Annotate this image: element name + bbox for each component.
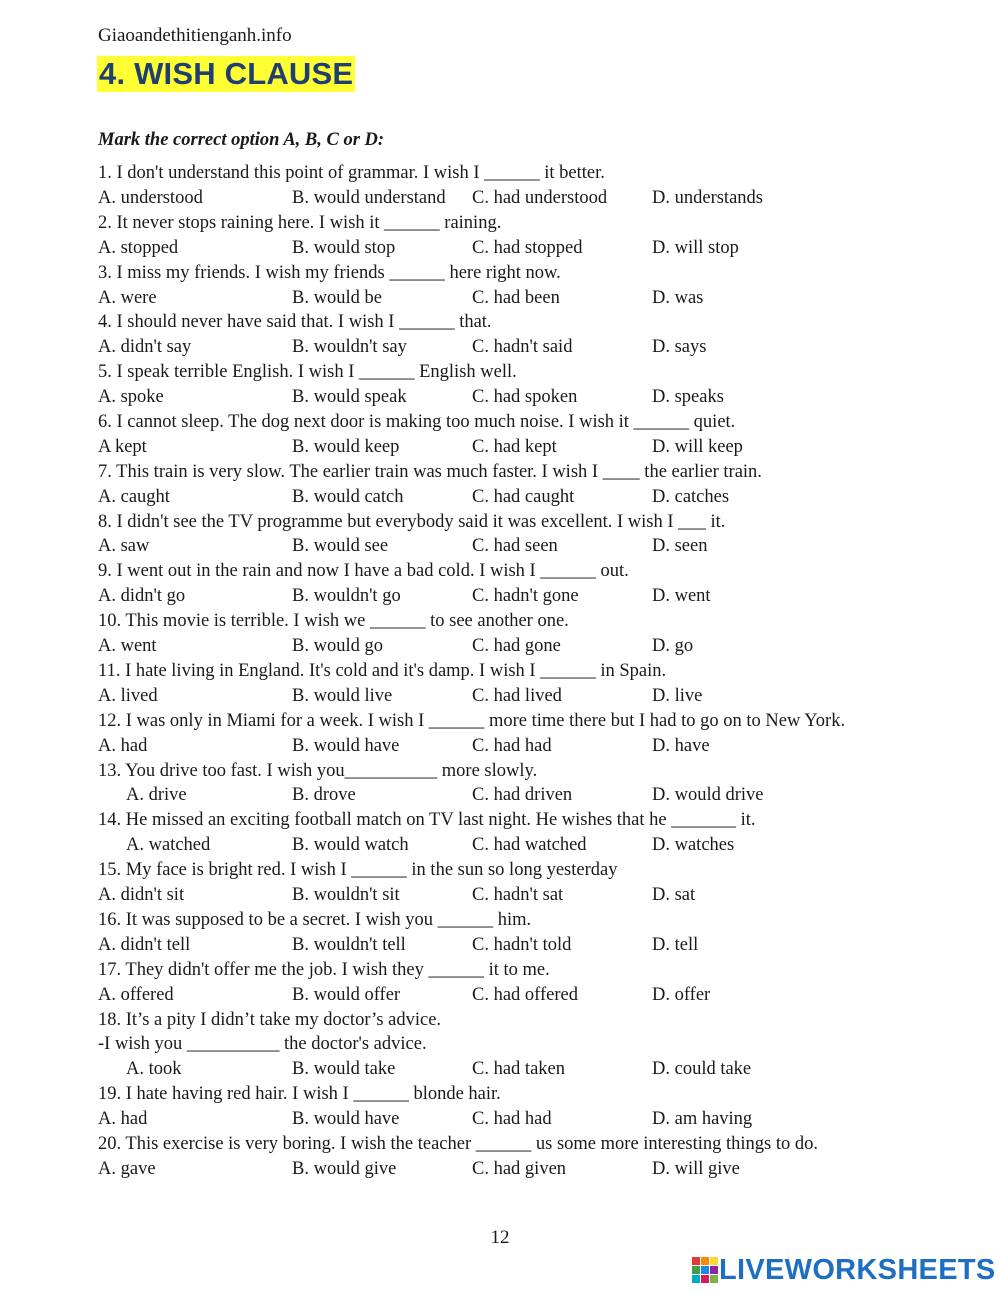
option-b[interactable]: B. would have: [292, 735, 400, 756]
answer-options: [98, 833, 898, 858]
option-c[interactable]: C. had been: [472, 287, 560, 308]
option-d[interactable]: D. would drive: [652, 785, 764, 806]
option-b[interactable]: B. would see: [292, 536, 389, 557]
option-b[interactable]: B. wouldn't sit: [292, 885, 400, 906]
question-text: 7. This train is very slow. The earlier train was much faster. I wish I ____ the earlier train.: [98, 461, 762, 482]
answer-options: [98, 236, 898, 261]
question-text: 17. They didn't offer me the job. I wish they ______ it to me.: [98, 959, 550, 980]
option-b[interactable]: B. would live: [292, 685, 393, 706]
option-b[interactable]: B. would speak: [292, 387, 407, 408]
option-b[interactable]: B. would stop: [292, 237, 396, 258]
question-3: [98, 261, 898, 311]
answer-options: [98, 933, 898, 958]
option-a[interactable]: A kept: [98, 436, 147, 457]
question-text: 11. I hate living in England. It's cold and it's damp. I wish I ______ in Spain.: [98, 660, 667, 681]
question-list: [98, 161, 898, 1182]
option-a[interactable]: A. didn't tell: [98, 934, 191, 955]
option-a[interactable]: A. offered: [98, 984, 174, 1005]
answer-options: [98, 634, 898, 659]
option-a[interactable]: A. drive: [126, 785, 187, 806]
option-c[interactable]: C. had understood: [472, 187, 608, 208]
question-19: [98, 1082, 898, 1132]
answer-options: [98, 534, 898, 559]
question-12: [98, 709, 898, 759]
answer-options: [98, 584, 898, 609]
question-4: [98, 310, 898, 360]
option-c[interactable]: C. had had: [472, 735, 552, 756]
answer-options: [98, 783, 898, 808]
option-d[interactable]: D. understands: [652, 187, 763, 208]
option-a[interactable]: A. didn't go: [98, 586, 186, 607]
option-a[interactable]: A. didn't sit: [98, 885, 185, 906]
option-d[interactable]: D. am having: [652, 1109, 753, 1130]
option-b[interactable]: B. would watch: [292, 835, 409, 856]
option-b[interactable]: B. would take: [292, 1059, 396, 1080]
question-text: 3. I miss my friends. I wish my friends ______ here right now.: [98, 262, 561, 283]
option-b[interactable]: B. would understand: [292, 187, 446, 208]
question-text: 16. It was supposed to be a secret. I wish you ______ him.: [98, 909, 532, 930]
answer-options: [98, 186, 898, 211]
option-d[interactable]: D. will keep: [652, 436, 743, 457]
question-10: [98, 609, 898, 659]
logo-square: [710, 1266, 718, 1274]
option-a[interactable]: A. lived: [98, 685, 158, 706]
logo-square: [692, 1275, 700, 1283]
page-title: 4. WISH CLAUSE: [99, 56, 354, 91]
answer-options: [98, 485, 898, 510]
option-d[interactable]: D. catches: [652, 486, 730, 507]
option-d[interactable]: D. will stop: [652, 237, 739, 258]
logo-square: [710, 1275, 718, 1283]
option-d[interactable]: D. says: [652, 337, 707, 358]
option-c[interactable]: C. hadn't said: [472, 337, 573, 358]
option-a[interactable]: A. had: [98, 735, 148, 756]
option-a[interactable]: A. saw: [98, 536, 150, 557]
logo-square: [701, 1257, 709, 1265]
option-b[interactable]: B. would catch: [292, 486, 404, 507]
option-c[interactable]: C. had given: [472, 1158, 567, 1179]
option-c[interactable]: C. had offered: [472, 984, 578, 1005]
question-17: [98, 958, 898, 1008]
question-text: 6. I cannot sleep. The dog next door is making too much noise. I wish it ______ quiet.: [98, 411, 736, 432]
option-a[interactable]: A. stopped: [98, 237, 179, 258]
option-a[interactable]: A. gave: [98, 1158, 156, 1179]
option-b[interactable]: B. would keep: [292, 436, 400, 457]
question-8: [98, 510, 898, 560]
option-d[interactable]: D. could take: [652, 1059, 752, 1080]
option-c[interactable]: C. had had: [472, 1109, 552, 1130]
site-name: Giaoandethitienganh.info: [98, 25, 292, 46]
option-c[interactable]: C. hadn't sat: [472, 885, 564, 906]
option-c[interactable]: C. had kept: [472, 436, 557, 457]
instruction: Mark the correct option A, B, C or D:: [98, 130, 385, 150]
question-1: [98, 161, 898, 211]
option-c[interactable]: C. had stopped: [472, 237, 583, 258]
option-a[interactable]: A. went: [98, 636, 157, 657]
option-c[interactable]: C. had taken: [472, 1059, 565, 1080]
option-c[interactable]: C. had driven: [472, 785, 573, 806]
option-a[interactable]: A. watched: [126, 835, 211, 856]
answer-options: [98, 1107, 898, 1132]
option-d[interactable]: D. go: [652, 636, 694, 657]
option-d[interactable]: D. offer: [652, 984, 711, 1005]
question-text: 10. This movie is terrible. I wish we ______ to see another one.: [98, 611, 569, 632]
option-a[interactable]: A. spoke: [98, 387, 164, 408]
answer-options: [98, 734, 898, 759]
option-b[interactable]: B. would give: [292, 1158, 397, 1179]
logo-text: LIVEWORKSHEETS: [719, 1254, 996, 1286]
option-c[interactable]: C. had lived: [472, 685, 562, 706]
question-7: [98, 460, 898, 510]
option-b[interactable]: B. would offer: [292, 984, 401, 1005]
question-11: [98, 659, 898, 709]
answer-options: [98, 385, 898, 410]
option-c[interactable]: C. had gone: [472, 636, 561, 657]
question-text: 4. I should never have said that. I wish I ______ that.: [98, 312, 492, 333]
question-20: [98, 1132, 898, 1182]
question-2: [98, 211, 898, 261]
option-b[interactable]: B. would be: [292, 287, 382, 308]
option-a[interactable]: A. had: [98, 1109, 148, 1130]
option-b[interactable]: B. wouldn't say: [292, 337, 407, 358]
option-d[interactable]: D. have: [652, 735, 710, 756]
answer-options: [98, 883, 898, 908]
option-d[interactable]: D. will give: [652, 1158, 740, 1179]
question-6: [98, 410, 898, 460]
option-c[interactable]: C. had watched: [472, 835, 587, 856]
option-d[interactable]: D. tell: [652, 934, 699, 955]
option-d[interactable]: D. sat: [652, 885, 696, 906]
liveworksheets-logo[interactable]: [692, 1255, 996, 1285]
question-text: 8. I didn't see the TV programme but everybody said it was excellent. I wish I ___ it.: [98, 511, 726, 532]
answer-options: [98, 684, 898, 709]
option-a[interactable]: A. didn't say: [98, 337, 192, 358]
option-b[interactable]: B. wouldn't go: [292, 586, 401, 607]
answer-options: [98, 1157, 898, 1182]
option-a[interactable]: A. were: [98, 287, 157, 308]
logo-square: [692, 1266, 700, 1274]
option-a[interactable]: A. caught: [98, 486, 170, 507]
page-number: 12: [490, 1227, 510, 1248]
option-b[interactable]: B. wouldn't tell: [292, 934, 406, 955]
question-text: 15. My face is bright red. I wish I ______ in the sun so long yesterday: [98, 860, 618, 881]
question-text: 18. It’s a pity I didn’t take my doctor’s advice.: [98, 1009, 442, 1030]
logo-square: [701, 1275, 709, 1283]
option-b[interactable]: B. would go: [292, 636, 383, 657]
answer-options: [98, 335, 898, 360]
question-text: 14. He missed an exciting football match on TV last night. He wishes that he _______ it.: [98, 810, 756, 831]
option-a[interactable]: A. understood: [98, 187, 203, 208]
question-text: 1. I don't understand this point of grammar. I wish I ______ it better.: [98, 163, 605, 183]
option-c[interactable]: C. had caught: [472, 486, 575, 507]
answer-options: [98, 983, 898, 1008]
logo-square: [701, 1266, 709, 1274]
option-a[interactable]: A. took: [126, 1059, 182, 1080]
question-text-continued: -I wish you __________ the doctor's advice.: [98, 1034, 427, 1055]
option-c[interactable]: C. had seen: [472, 536, 558, 557]
option-d[interactable]: D. seen: [652, 536, 708, 557]
answer-options: [98, 1057, 898, 1082]
answer-options: [98, 435, 898, 460]
option-b[interactable]: B. drove: [292, 785, 356, 806]
question-text: 12. I was only in Miami for a week. I wish I ______ more time there but I had to go on to New York.: [98, 710, 846, 731]
question-text: 9. I went out in the rain and now I have a bad cold. I wish I ______ out.: [98, 561, 629, 582]
question-18: [98, 1008, 898, 1083]
question-text: 20. This exercise is very boring. I wish the teacher ______ us some more interesting things to do.: [98, 1134, 818, 1155]
option-d[interactable]: D. was: [652, 287, 704, 308]
option-d[interactable]: D. watches: [652, 835, 735, 856]
logo-square: [710, 1257, 718, 1265]
logo-mark-icon: [692, 1257, 716, 1283]
option-d[interactable]: D. went: [652, 586, 711, 607]
option-d[interactable]: D. speaks: [652, 387, 724, 408]
option-c[interactable]: C. had spoken: [472, 387, 578, 408]
logo-square: [692, 1257, 700, 1265]
option-b[interactable]: B. would have: [292, 1109, 400, 1130]
option-d[interactable]: D. live: [652, 685, 703, 706]
option-c[interactable]: C. hadn't gone: [472, 586, 579, 607]
question-15: [98, 858, 898, 908]
question-text: 2. It never stops raining here. I wish it ______ raining.: [98, 212, 502, 233]
answer-options: [98, 286, 898, 311]
question-text: 13. You drive too fast. I wish you__________ more slowly.: [98, 760, 538, 781]
question-14: [98, 808, 898, 858]
question-9: [98, 559, 898, 609]
question-5: [98, 360, 898, 410]
question-13: [98, 759, 898, 809]
question-16: [98, 908, 898, 958]
question-text: 5. I speak terrible English. I wish I ______ English well.: [98, 362, 517, 383]
question-text: 19. I hate having red hair. I wish I ______ blonde hair.: [98, 1084, 501, 1105]
option-c[interactable]: C. hadn't told: [472, 934, 572, 955]
